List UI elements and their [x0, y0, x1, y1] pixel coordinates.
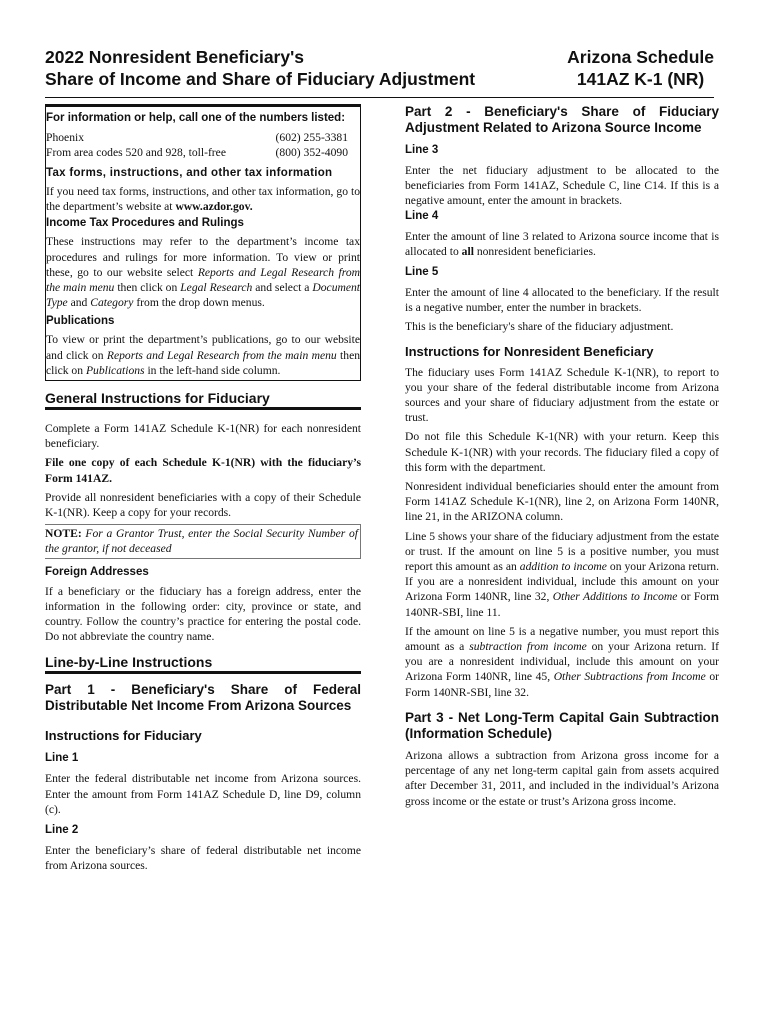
page-title — [45, 46, 475, 90]
phone-row-phoenix — [46, 130, 360, 145]
general-heading: General Instructions for Fiduciary — [45, 390, 361, 410]
line-by-line-heading: Line-by-Line Instructions — [45, 654, 361, 674]
note-text: For a Grantor Trust, enter the Social Security Number of the grantor, if not deceased — [45, 527, 358, 556]
line2-heading: Line 2 — [45, 824, 79, 837]
part3-text: Arizona allows a subtraction from Arizona gross income for a percentage of any net long-term capital gain from assets acquired after December 31, 2011, and included in the individual’s Arizona gross income or the estate or trust’s Arizona gross income. — [405, 748, 719, 808]
line5-text2: This is the beneficiary's share of the fiduciary adjustment. — [405, 320, 674, 334]
part3-heading: Part 3 - Net Long-Term Capital Gain Subtraction (Information Schedule) — [405, 709, 719, 741]
phone-label: From area codes 520 and 928, toll-free — [46, 146, 226, 159]
phone-number: (800) 352-4090 — [275, 146, 348, 159]
fiduciary-instructions-heading: Instructions for Fiduciary — [45, 728, 202, 744]
nonresident-p5: If the amount on line 5 is a negative number, you must report this amount as a subtraction from income on your Arizona return. If you are a nonresident individual, include this amount on your Arizona Form 140NR, line 45, Other Subtractions from Income or Form 140NR-SBI, line 32. — [405, 624, 719, 699]
nonresident-p1: The fiduciary uses Form 141AZ Schedule K-1(NR), to report to you your share of the federal distributable income from Arizona sources and your share of fiduciary adjustment from the estate or trust. — [405, 365, 719, 425]
line3-heading: Line 3 — [405, 144, 439, 156]
line3-text: Enter the net fiduciary adjustment to be allocated to the beneficiaries from Form 141AZ, Schedule C, line C14. If this is a negative amount, enter the amount in brackets. — [405, 164, 719, 208]
part2-heading: Part 2 - Beneficiary's Share of Fiduciary Adjustment Related to Arizona Source Income — [405, 104, 719, 135]
general-p1: Complete a Form 141AZ Schedule K-1(NR) for each nonresident beneficiary. — [45, 422, 361, 451]
phone-label: Phoenix — [46, 131, 85, 144]
forms-text: If you need tax forms, instructions, and other tax information, go to the department’s website at www.azdor.gov. — [46, 185, 360, 214]
website-link[interactable]: www.azdor.gov. — [175, 200, 253, 214]
procedures-heading: Income Tax Procedures and Rulings — [46, 217, 244, 230]
line5-text: Enter the amount of line 4 allocated to the beneficiary. If the result is a negative number, enter the number in brackets. — [405, 286, 719, 315]
title-line-2: Share of Income and Share of Fiduciary Adjustment — [45, 69, 476, 89]
nonresident-heading: Instructions for Nonresident Beneficiary — [405, 343, 654, 359]
foreign-text: If a beneficiary or the fiduciary has a foreign address, enter the information in the following order: city, province or state, and country. Follow the country’s practice for entering the postal code. Do not abbreviate the country name. — [45, 584, 361, 644]
phone-number: (602) 255-3381 — [275, 131, 348, 144]
info-heading: For information or help, call one of the numbers listed: — [46, 112, 346, 124]
nonresident-p2: Do not file this Schedule K-1(NR) with your return. Keep this Schedule K-1(NR) with your records. The fiduciary filed a copy of this form with the department. — [405, 430, 719, 474]
procedures-text: These instructions may refer to the department’s income tax procedures and rulings for more information. To view or print these, go to our website select Reports and Legal Research from the main menu then click on Legal Research and select a Document Type and Category from the drop down menus. — [46, 235, 361, 310]
right-column — [405, 104, 719, 809]
publications-heading: Publications — [46, 315, 115, 328]
general-p2: File one copy of each Schedule K-1(NR) with the fiduciary’s Form 141AZ. — [45, 456, 361, 485]
line1-text: Enter the federal distributable net income from Arizona sources. Enter the amount from Form 141AZ Schedule D, line D9, column (c). — [45, 772, 361, 816]
forms-heading: Tax forms, instructions, and other tax information — [46, 167, 333, 179]
left-column — [45, 104, 361, 873]
schedule-line-1: Arizona Schedule — [567, 47, 714, 67]
line4-text: Enter the amount of line 3 related to Arizona source income that is allocated to all nonresident beneficiaries. — [405, 229, 719, 258]
nonresident-p4: Line 5 shows your share of the fiduciary adjustment from the estate or trust. If the amount on line 5 is a positive number, you must report this amount as an addition to income on your Arizona return. If you are a nonresident individual, include this amount on your Arizona Form 140NR, line 32, Other Additions to Income or Form 140NR-SBI, line 11. — [405, 529, 720, 619]
grantor-note — [45, 524, 361, 558]
part1-heading: Part 1 - Beneficiary's Share of Federal Distributable Net Income From Arizona Sources — [45, 682, 361, 714]
foreign-heading: Foreign Addresses — [45, 565, 149, 578]
line5-heading: Line 5 — [405, 266, 439, 279]
nonresident-p3: Nonresident individual beneficiaries should enter the amount from Form 141AZ Schedule K-1(NR), line 2, on Arizona Form 140NR, line 21, in the ARIZONA column. — [405, 480, 719, 524]
header-rule — [45, 97, 714, 98]
info-box — [45, 104, 361, 381]
note-label: NOTE: — [45, 527, 82, 541]
line2-text: Enter the beneficiary’s share of federal distributable net income from Arizona sources. — [45, 844, 361, 873]
line4-heading: Line 4 — [405, 209, 439, 222]
general-p3: Provide all nonresident beneficiaries with a copy of their Schedule K-1(NR). Keep a copy for your records. — [45, 490, 361, 520]
line1-heading: Line 1 — [45, 752, 79, 765]
phone-row-tollfree — [46, 145, 360, 160]
schedule-title — [567, 46, 714, 90]
publications-text: To view or print the department’s publications, go to our website and click on Reports and Legal Research from the main menu then click on Publications in the left-hand side column. — [46, 333, 361, 377]
schedule-line-2: 141AZ K-1 (NR) — [576, 69, 705, 89]
title-line-1: 2022 Nonresident Beneficiary's — [45, 47, 304, 67]
